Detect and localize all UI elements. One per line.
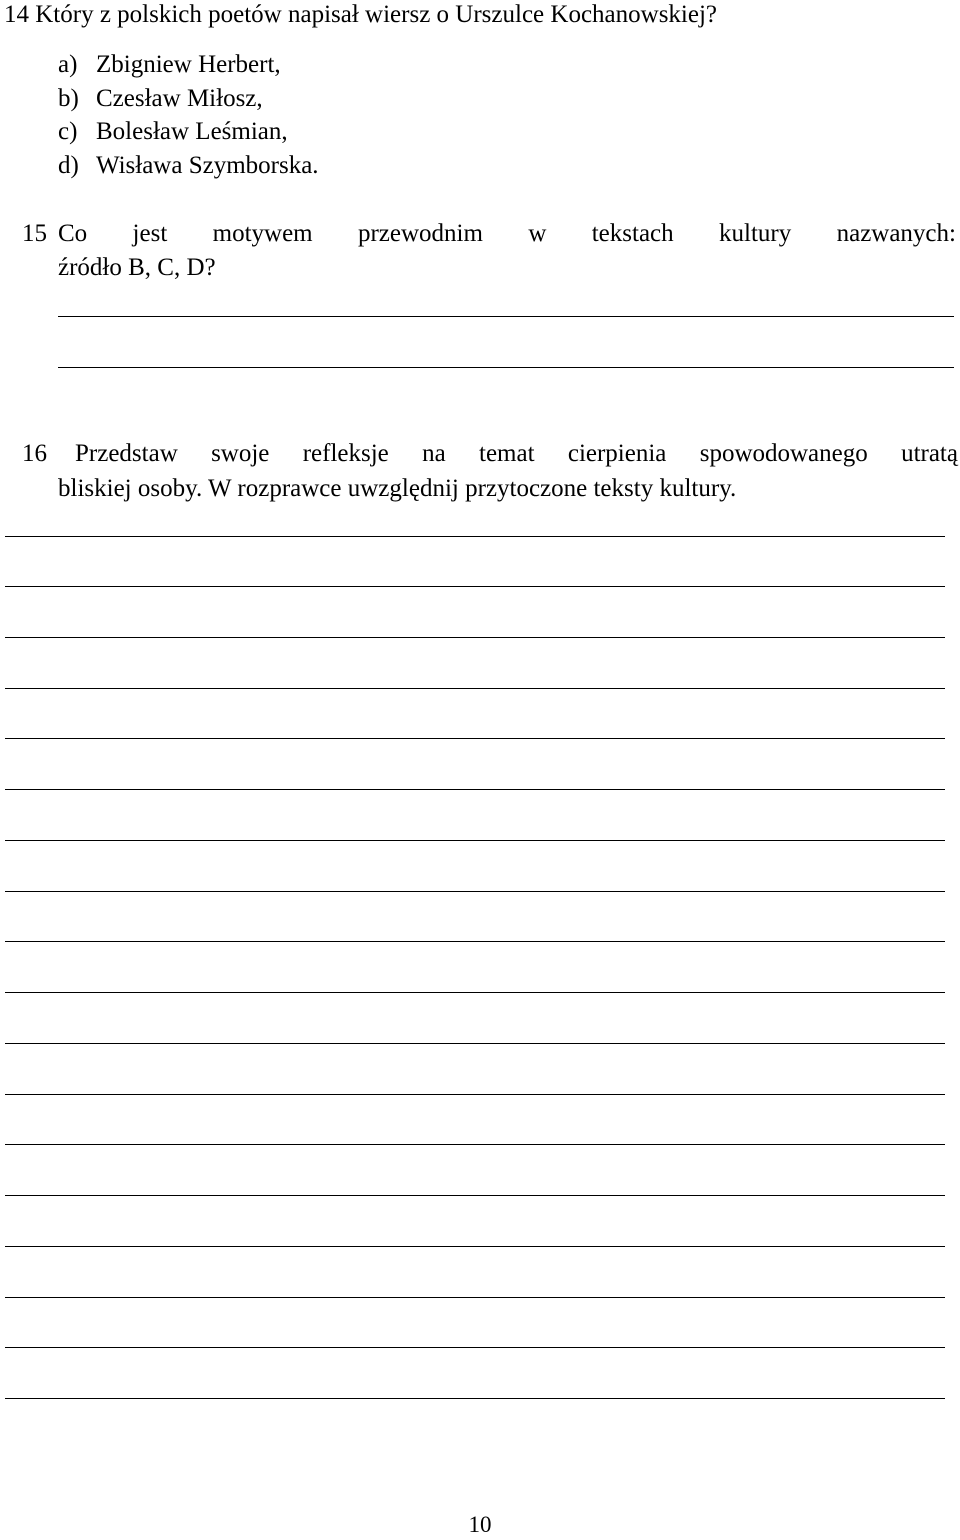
question-15-number: 15 — [22, 220, 47, 247]
answer-line-16[interactable] — [5, 738, 945, 739]
answer-line-16[interactable] — [5, 1144, 945, 1145]
answer-line-16[interactable] — [5, 586, 945, 587]
question-16-word: utratą — [901, 440, 958, 467]
question-15-word: nazwanych: — [836, 220, 956, 247]
question-15-word: motywem — [212, 220, 313, 247]
question-15-word: w — [528, 220, 547, 247]
question-16-word: Przedstaw — [75, 440, 178, 467]
option-d-text: Wisława Szymborska. — [96, 152, 319, 179]
page-number: 10 — [468, 1512, 492, 1537]
answer-line-16[interactable] — [5, 1297, 945, 1298]
question-15-word: Co — [58, 220, 88, 247]
answer-line-16[interactable] — [5, 941, 945, 942]
question-14-text: 14 Który z polskich poetów napisał wiersz o Urszulce Kochanowskiej? — [4, 1, 718, 28]
question-16-word: cierpienia — [567, 440, 667, 467]
answer-line-15[interactable] — [58, 367, 954, 368]
answer-line-16[interactable] — [5, 1043, 945, 1044]
answer-line-16[interactable] — [5, 637, 945, 638]
answer-line-16[interactable] — [5, 1398, 945, 1399]
answer-line-16[interactable] — [5, 1347, 945, 1348]
question-16-word: na — [422, 440, 446, 467]
question-16-line-2: bliskiej osoby. W rozprawce uwzględnij przytoczone teksty kultury. — [58, 475, 737, 502]
answer-line-15[interactable] — [58, 316, 954, 317]
answer-line-16[interactable] — [5, 789, 945, 790]
question-15-word: przewodnim — [357, 220, 483, 247]
option-d-marker: d) — [58, 152, 79, 179]
answer-line-16[interactable] — [5, 1094, 945, 1095]
answer-line-16[interactable] — [5, 840, 945, 841]
option-a-marker: a) — [58, 51, 78, 78]
answer-line-16[interactable] — [5, 1195, 945, 1196]
question-15-word: tekstach — [591, 220, 674, 247]
question-16-word: spowodowanego — [699, 440, 868, 467]
question-15-word: kultury — [719, 220, 792, 247]
answer-line-16[interactable] — [5, 1246, 945, 1247]
option-b-marker: b) — [58, 85, 79, 112]
option-c-marker: c) — [58, 118, 78, 145]
question-16-number: 16 — [22, 440, 47, 467]
question-16-line-1 — [75, 439, 958, 469]
question-16-word: refleksje — [302, 440, 389, 467]
option-b-text: Czesław Miłosz, — [96, 85, 263, 112]
question-16-word: swoje — [211, 440, 270, 467]
answer-line-16[interactable] — [5, 688, 945, 689]
option-c-text: Bolesław Leśmian, — [96, 118, 288, 145]
option-a-text: Zbigniew Herbert, — [96, 51, 281, 78]
question-15-line-2: źródło B, C, D? — [58, 254, 216, 281]
answer-line-16[interactable] — [5, 891, 945, 892]
answer-line-16[interactable] — [5, 992, 945, 993]
question-15-word: jest — [132, 220, 168, 247]
question-16-word: temat — [479, 440, 535, 467]
answer-line-16[interactable] — [5, 536, 945, 537]
question-15-line-1 — [58, 219, 956, 249]
